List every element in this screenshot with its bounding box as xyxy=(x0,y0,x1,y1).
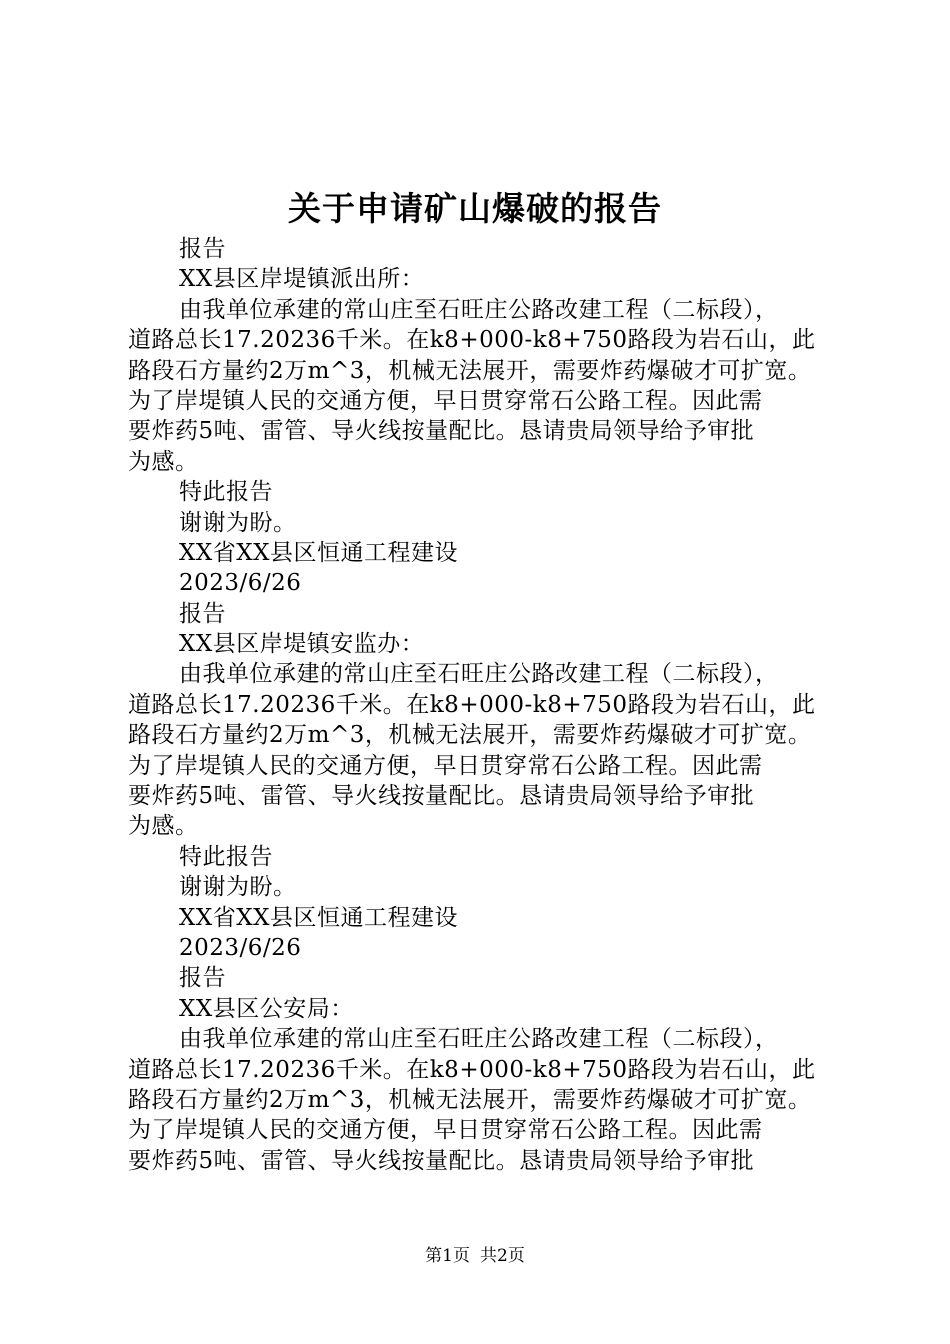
section-heading: 报告 xyxy=(179,236,226,262)
body-line: 为了岸堤镇人民的交通方便，早日贯穿常石公路工程。因此需 xyxy=(128,1117,763,1144)
section-addressee: XX县区公安局： xyxy=(179,995,354,1022)
body-line: 道路总长17.20236千米。在k8+000-k8+750路段为岩石山，此 xyxy=(128,691,816,718)
report-section-3 xyxy=(128,963,848,1176)
section-sender: XX省XX县区恒通工程建设 xyxy=(179,539,458,566)
section-thanks: 谢谢为盼。 xyxy=(179,509,297,536)
body-line: 路段石方量约2万m^3，机械无法展开，需要炸药爆破才可扩宽。 xyxy=(128,1086,812,1113)
section-closing: 特此报告 xyxy=(179,479,273,506)
section-heading: 报告 xyxy=(179,965,226,992)
page-footer xyxy=(0,1244,950,1268)
body-line: 要炸药5吨、雷管、导火线按量配比。恳请贵局领导给予审批 xyxy=(128,418,755,445)
body-line: 要炸药5吨、雷管、导火线按量配比。恳请贵局领导给予审批 xyxy=(128,783,755,810)
section-addressee: XX县区岸堤镇派出所： xyxy=(179,266,425,293)
document-body xyxy=(128,234,848,1176)
section-closing: 特此报告 xyxy=(179,843,273,870)
body-line: 为感。 xyxy=(128,813,199,840)
report-section-1 xyxy=(128,234,848,599)
section-date: 2023/6/26 xyxy=(179,934,302,961)
body-line: 为了岸堤镇人民的交通方便，早日贯穿常石公路工程。因此需 xyxy=(128,752,763,779)
report-section-2 xyxy=(128,599,848,964)
page-number: 第1页 xyxy=(425,1246,470,1266)
body-line: 要炸药5吨、雷管、导火线按量配比。恳请贵局领导给予审批 xyxy=(128,1147,755,1174)
section-thanks: 谢谢为盼。 xyxy=(179,874,297,901)
section-addressee: XX县区岸堤镇安监办： xyxy=(179,631,425,658)
page-total: 共2页 xyxy=(480,1246,525,1266)
body-line: 由我单位承建的常山庄至石旺庄公路改建工程（二标段）， xyxy=(179,296,779,323)
body-line: 道路总长17.20236千米。在k8+000-k8+750路段为岩石山，此 xyxy=(128,1056,816,1083)
body-line: 为感。 xyxy=(128,448,199,475)
body-line: 由我单位承建的常山庄至石旺庄公路改建工程（二标段）， xyxy=(179,661,779,688)
section-heading: 报告 xyxy=(179,600,226,627)
body-line: 由我单位承建的常山庄至石旺庄公路改建工程（二标段）， xyxy=(179,1026,779,1053)
body-line: 路段石方量约2万m^3，机械无法展开，需要炸药爆破才可扩宽。 xyxy=(128,722,812,749)
section-sender: XX省XX县区恒通工程建设 xyxy=(179,904,458,931)
document-title: 关于申请矿山爆破的报告 xyxy=(288,189,662,228)
body-line: 路段石方量约2万m^3，机械无法展开，需要炸药爆破才可扩宽。 xyxy=(128,357,812,384)
body-line: 道路总长17.20236千米。在k8+000-k8+750路段为岩石山，此 xyxy=(128,327,816,354)
section-date: 2023/6/26 xyxy=(179,570,302,597)
body-line: 为了岸堤镇人民的交通方便，早日贯穿常石公路工程。因此需 xyxy=(128,387,763,414)
